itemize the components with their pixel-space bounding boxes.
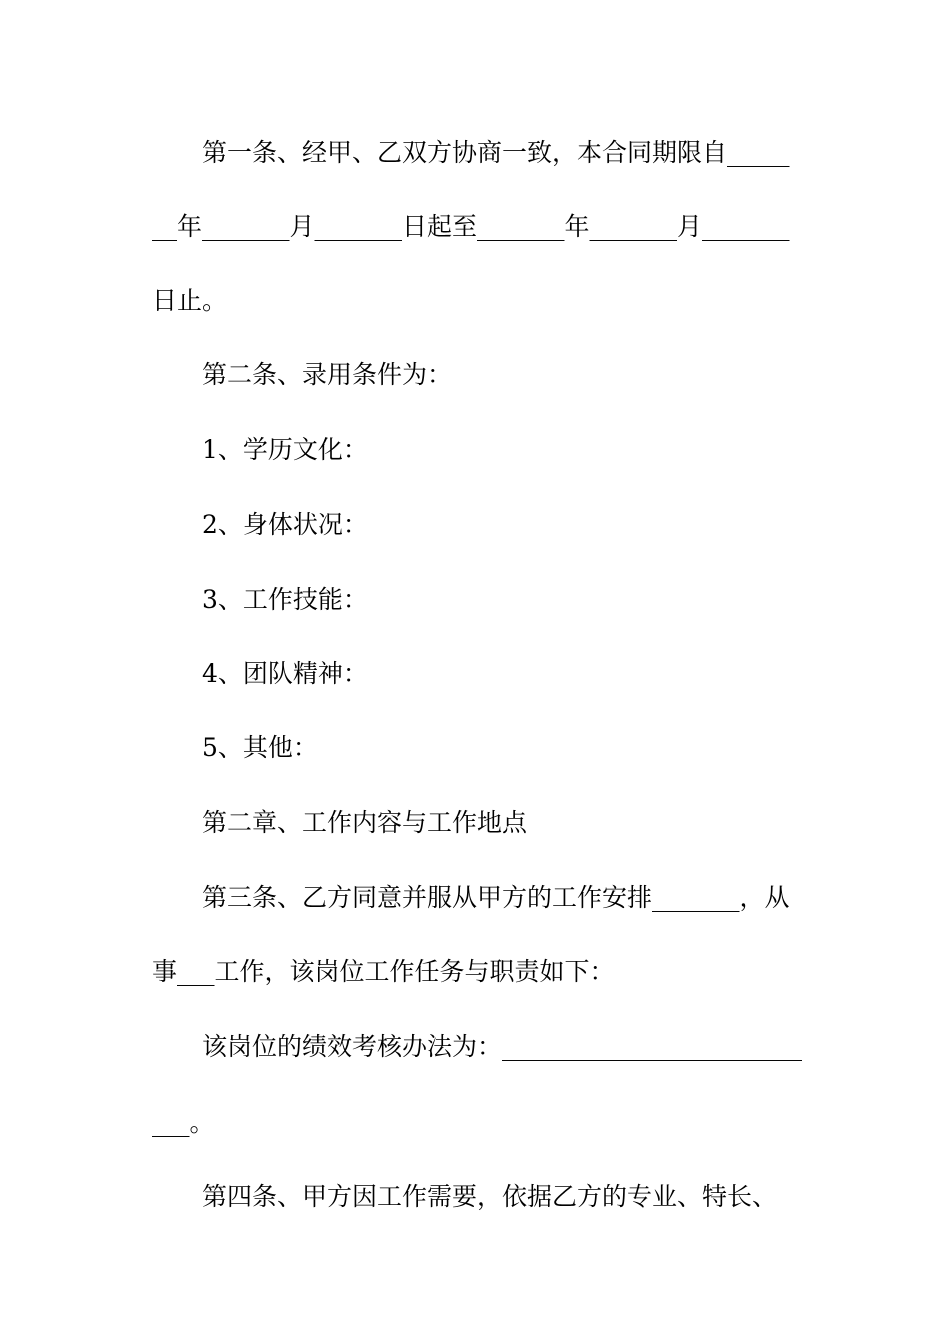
- article-1-line-1: 第一条、经甲、乙双方协商一致，本合同期限自_____: [202, 138, 790, 167]
- article-4-line-1: 第四条、甲方因工作需要，依据乙方的专业、特长、: [202, 1182, 778, 1211]
- article-3-line-1: 第三条、乙方同意并服从甲方的工作安排_______，从: [202, 883, 790, 912]
- article-2-heading: 第二条、录用条件为：: [202, 360, 453, 389]
- condition-item-2: 2、身体状况：: [202, 510, 368, 539]
- article-1-line-3: 日止。: [152, 286, 228, 315]
- assessment-method-line-2: ___。: [152, 1108, 215, 1137]
- article-3-line-2: 事___工作，该岗位工作任务与职责如下：: [152, 957, 615, 986]
- article-1-line-2: __年_______月_______日起至_______年_______月_______: [152, 212, 790, 241]
- assessment-method-line-1: 该岗位的绩效考核办法为：________________________: [202, 1032, 803, 1061]
- chapter-2-title: 第二章、工作内容与工作地点: [202, 808, 528, 837]
- condition-item-5: 5、其他：: [202, 733, 318, 762]
- condition-item-3: 3、工作技能：: [202, 585, 368, 614]
- condition-item-1: 1、学历文化：: [202, 435, 368, 464]
- condition-item-4: 4、团队精神：: [202, 659, 368, 688]
